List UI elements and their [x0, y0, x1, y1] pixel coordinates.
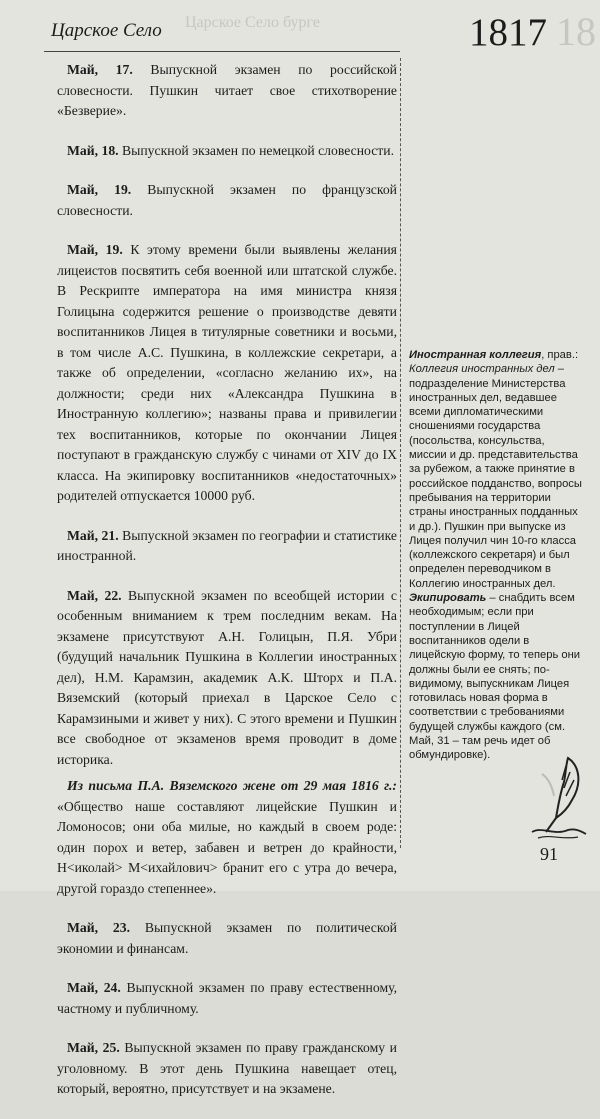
- entry: [57, 180, 397, 221]
- entry-date: Май, 17.: [67, 62, 133, 77]
- entry: [57, 978, 397, 1019]
- quote-entry: [57, 776, 397, 899]
- glossary-term: Иностранная коллегия: [409, 349, 542, 361]
- entry-date: Май, 19.: [67, 242, 123, 257]
- facing-page-bleed-year: 18: [556, 9, 596, 54]
- glossary-text: – подразделение Министерства иностранных дел, ведавшее всеми дипломатическими сношениями государства (посольства, консульства, миссии и др. представительства за рубежом, а также принятие в российское подданство, вопросы пребывания на территории страны иностранных подданных и др.). Пушкин при выпуске из Лицея получил чин 10-го класса (коллежского секретаря) и был определен переводчиком в Коллегию иностранных дел.: [409, 363, 582, 590]
- entry-date: Май, 25.: [67, 1040, 120, 1055]
- entry-text: Выпускной экзамен по праву гражданскому и уголовному. В этот день Пушкина навещает отец, который, вероятно, присутствует и на экзамене.: [57, 1040, 397, 1096]
- entry: [57, 918, 397, 959]
- entry-text: Выпускной экзамен по французской словесности.: [57, 182, 397, 218]
- page-number: 91: [540, 844, 558, 864]
- glossary-term: Экипировать: [409, 592, 487, 605]
- header-rule: [44, 51, 400, 52]
- year-heading: 1817: [469, 11, 547, 54]
- entry-date: Май, 18.: [67, 142, 119, 158]
- running-header: Царское Село: [51, 20, 162, 41]
- entry-date: Май, 24.: [67, 980, 121, 995]
- glossary-italic: Коллегия иностранных дел: [409, 363, 555, 376]
- entry: [57, 141, 397, 162]
- glossary-entry: [409, 591, 585, 763]
- glossary-entry: [409, 348, 585, 591]
- quote-text: «Общество наше составляют лицейские Пушкин и Ломоносов; они оба милые, но каждый в своем роде: один порох и ветер, забавен и ветрен до крайности, Н<иколай> М<ихайлович> бранит его с утра до вечера, другой гораздо степеннее».: [57, 798, 397, 896]
- main-column: [57, 60, 397, 1119]
- entry-date: Май, 23.: [67, 920, 130, 935]
- entry-text: Выпускной экзамен по географии и статистике иностранной.: [57, 527, 397, 563]
- entry: [57, 586, 397, 771]
- entry: [57, 60, 397, 122]
- quote-source: Из письма П.А. Вяземского жене от 29 мая 1816 г.:: [67, 778, 397, 793]
- entry: [57, 240, 397, 507]
- entry-date: Май, 21.: [67, 527, 119, 543]
- entry: [57, 526, 397, 567]
- sidebar-glossary: [409, 348, 585, 763]
- glossary-text: – снабдить всем необходимым; если при поступлении в Лицей воспитанников одели в лицейскую форму, то теперь они должны были ее снять; по-видимому, выпускникам Лицея готовилась новая форма в соответствии с требованиями будущей службы каждого (см. Май, 31 – там речь идет об обмундировке).: [409, 592, 581, 762]
- glossary-abbr: , прав.:: [541, 349, 579, 361]
- facing-page-bleed-text: Царское Село бурге: [185, 14, 320, 31]
- entry: [57, 1038, 397, 1100]
- entry-text: Выпускной экзамен по праву естественному, частному и публичному.: [57, 980, 397, 1016]
- entry-text: Выпускной экзамен по немецкой словесности.: [118, 142, 395, 158]
- entry-date: Май, 19.: [67, 182, 132, 197]
- entry-text: Выпускной экзамен по российской словесности. Пушкин читает свое стихотворение «Безверие».: [57, 62, 398, 118]
- entry-date: Май, 22.: [67, 587, 122, 603]
- entry-text: Выпускной экзамен по всеобщей истории с особенным вниманием к трем последним векам. На экзамене присутствуют А.Н. Голицын, П.Я. Убри (будущий начальник Пушкина в Коллегии иностранных дел), Н.М. Карамзин, академик А.К. Шторх и П.А. Вяземский (который приехал в Царское Село с Карамзиными и живет у них). С этого времени и Пушкин все свободное от экзаменов время проводит в доме историка.: [57, 587, 397, 767]
- column-divider: [400, 58, 401, 848]
- entry-text: Выпускной экзамен по политической экономии и финансам.: [57, 920, 397, 956]
- entry-text: К этому времени были выявлены желания лицеистов посвятить себя военной или штатской службе. В Рескрипте императора на имя министра князя Голицына содержится решение о производстве девяти воспитанников Лицея в титулярные советники и восьми, в том числе А.С. Пушкина, в коллежские секретари, а также об определении, «согласно желанию их», на должности; среди них «Александра Пушкина в Иностранную коллегию»; названы права и привилегии тех воспитанников, которые по окончании Лицея поступают в гражданскую службу с чинами от XIV до IX класса. На экипировку воспитанников «недостаточных» родителей отпускается 10000 руб.: [57, 242, 397, 503]
- quill-pen-icon: [528, 752, 590, 842]
